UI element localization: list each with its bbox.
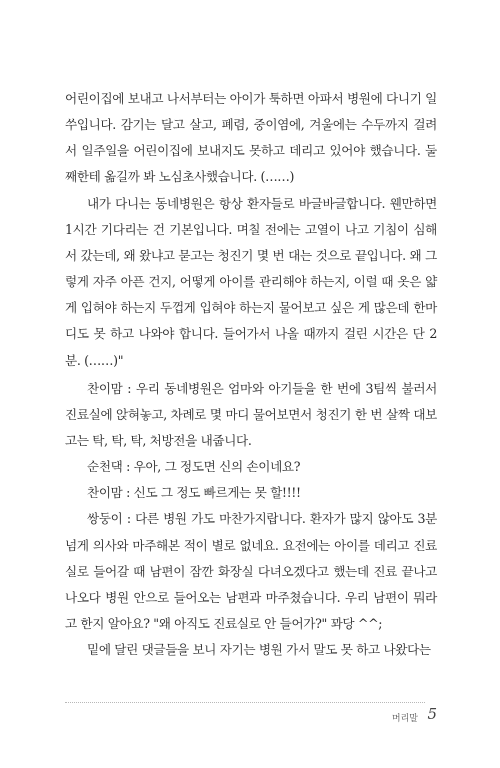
dialogue-line-chanimom-1: 찬이맘 : 우리 동네병원은 엄마와 아기들을 한 번에 3팀씩 불러서 진료실에 앉혀놓고, 차례로 몇 마디 물어보면서 청진기 한 번 살짝 대보고는 탁, 탁, 탁, 처방전을 내줍니다.: [65, 381, 437, 449]
dialogue-line-chanimom-2: 찬이맘 : 신도 그 정도 빠르게는 못 할!!!!: [87, 485, 301, 501]
running-footer-label: 머리말: [391, 714, 418, 724]
dialogue-line-suncheondaek: 순천댁 : 우아, 그 정도면 신의 손이네요?: [87, 459, 301, 475]
footer-divider: [65, 702, 425, 703]
dialogue-block: [65, 376, 437, 637]
page-number: 5: [427, 705, 437, 723]
body-paragraph-4: 밑에 달린 댓글들을 보니 자기는 병원 가서 말도 못 하고 나왔다는: [87, 642, 431, 657]
body-paragraph-2: 내가 다니는 동네병원은 항상 환자들로 바글바글합니다. 웬만하면 1시간 기다리는 건 기본입니다. 며칠 전에는 고열이 나고 기침이 심해서 갔는데, 왜 왔냐고 묻고는 청진기 몇 번 대는 것으로 끝입니다. 왜 그렇게 자주 아픈 건지, 어떻게 아이를 관리해야 하는지, 이럴 때 옷은 얇게 입혀야 하는지 두껍게 입혀야 하는지 물어보고 싶은 게 많은데 한마디도 못 하고 나와야 합니다. 들어가서 나올 때까지 걸린 시간은 단 2분. (……)": [65, 196, 437, 368]
dialogue-line-twins: 쌍둥이 : 다른 병원 가도 마찬가지랍니다. 환자가 많지 않아도 3분 넘게 의사와 마주해본 적이 별로 없네요. 요전에는 아이를 데리고 진료실로 들어갈 때 남편이 잠깐 화장실 다녀오겠다고 했는데 진료 끝나고 나오다 병원 안으로 들어오는 남편과 마주쳤습니다. 우리 남편이 뭐라고 한지 알아요? "왜 아직도 진료실로 안 들어가?" 꽈당 ^^;: [65, 511, 437, 631]
body-paragraph-1: 어린이집에 보내고 나서부터는 아이가 툭하면 아파서 병원에 다니기 일쑤입니다. 감기는 달고 살고, 폐렴, 중이염에, 겨울에는 수두까지 걸려서 일주일을 어린이집에 보내지도 못하고 데리고 있어야 했습니다. 둘째한테 옮길까 봐 노심초사했습니다. (……): [65, 91, 437, 185]
